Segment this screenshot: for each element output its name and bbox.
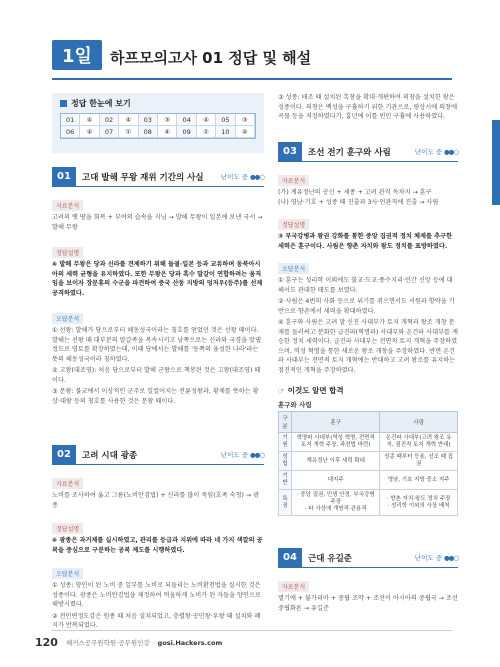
section-03-data: (가) 계유정난의 공신 + 세종 + 고려 관직 독차지 → 훈구 (나) 영남·기호 + 성종 때 진출과 3사·언관직에 진출 → 사림 <box>278 189 439 206</box>
table-row <box>279 452 458 471</box>
table-cell: · 향촌 자치·왕도 정치 주장 · 성리학 이외의 사상 배척 <box>380 490 458 516</box>
page-footer <box>35 636 222 649</box>
table-cell: 계유정난 이후 세력 확대 <box>292 452 380 471</box>
page-number: 120 <box>35 636 58 649</box>
section-02-continued <box>278 93 458 122</box>
section-03-wrong-1: ① 훈구는 성리학 이외에도 불교·도교·풍수지리·민간 신앙 등에 대해서도 관대한 태도를 보였다. <box>278 277 453 294</box>
table-cell: 영남, 기호 지방 중소 지주 <box>380 471 458 490</box>
answer-summary-title: 정답 한눈에 보기 <box>60 98 256 109</box>
difficulty-dots-icon: ●●○ <box>249 172 264 181</box>
section-02-wrong-1: ① 성종: 양인이 된 노비 중 일부를 노비로 되돌리는 노비환천법을 실시한 것은 성종이다. 광종은 노비안검법을 제정하여 억울하게 노비가 된 자들을 양인으로 해방시켰다. <box>52 582 261 608</box>
table-header-cell: 사림 <box>380 412 458 433</box>
section-01-header <box>52 167 264 187</box>
section-01-data: 고려의 옛 땅을 회복 + 부여의 습속을 지님 → 발해 무왕이 일본에 보낸 국서 → 발해 무왕 <box>52 214 263 231</box>
section-04-body <box>278 574 458 613</box>
table-row <box>279 471 458 490</box>
answer-question-number: 02 <box>100 114 119 126</box>
footer-divider <box>52 630 452 631</box>
table-cell: 혁명파 사대부(역성 혁명, 전면적 토지 개혁 주장, 과전법 마련) <box>292 433 380 452</box>
table-cell: 특징 <box>279 490 292 516</box>
answer-choice: ② <box>197 126 216 138</box>
table-cell: 성종 때부터 등용, 선조 때 집권 <box>380 452 458 471</box>
table-cell: 온건파 사대부(고려 왕조 유지, 점진적 토지 개혁 반대) <box>380 433 458 452</box>
section-number: 01 <box>52 167 76 187</box>
label-data-analysis: 자료분석 <box>52 478 83 489</box>
label-data-analysis: 자료분석 <box>278 581 309 592</box>
section-02-data: 노비를 조사하여 옳고 그름(노비안검법) + 신라를 많이 죽임(호족 숙청) → 광종 <box>52 492 260 509</box>
section-number: 02 <box>52 445 76 465</box>
table-cell: 성립 <box>279 452 292 471</box>
answer-question-number: 10 <box>216 126 235 138</box>
comparison-table <box>278 411 458 516</box>
section-03-header <box>278 142 458 162</box>
label-wrong: 오답분석 <box>278 263 309 274</box>
section-03-body <box>278 168 458 375</box>
difficulty-label: 난이도 중 <box>414 148 442 156</box>
answer-question-number: 09 <box>177 126 196 138</box>
square-bullet-icon <box>60 100 67 107</box>
section-04-header <box>278 548 458 568</box>
section-title: 조선 전기 훈구와 사림 <box>308 147 391 158</box>
table-cell: · 중앙 집권, 민생 안정, 부국강병 주장 · 타 사상에 개방적·관용적 <box>292 490 380 516</box>
day-badge: 1일 <box>52 40 102 70</box>
section-01-body <box>52 193 264 406</box>
table-row <box>279 433 458 452</box>
label-answer: 정답설명 <box>278 219 309 230</box>
answer-choice: ④ <box>80 126 99 138</box>
label-answer: 정답설명 <box>52 247 83 258</box>
section-03-answer: ③ 부국강병과 왕권 강화를 통한 중앙 집권적 정치 체제를 추구한 세력은 훈구이다. 사림은 향촌 자치와 왕도 정치를 표방하였다. <box>278 233 453 250</box>
answer-choice: ④ <box>197 114 216 126</box>
difficulty-label: 난이도 중 <box>220 173 248 181</box>
side-tab <box>492 120 500 205</box>
table-row <box>279 490 458 516</box>
table-header-row <box>279 412 458 433</box>
label-wrong: 오답분석 <box>52 313 83 324</box>
label-wrong: 오답분석 <box>52 568 83 579</box>
section-number: 04 <box>278 548 302 568</box>
section-02-body <box>52 471 264 631</box>
section-01-wrong-3: ③ 문왕: 불교에서 이상적인 군주로 일컬어지는 전륜성왕과, 황제를 뜻하는 황상·대왕 등의 칭호를 사용한 것은 문왕 때이다. <box>52 388 259 405</box>
section-04-data: 별기에 + 불가리아 + 중립 조약 + 조선이 아시아의 중립국 → 조선 중립화론 → 유길준 <box>278 595 458 612</box>
section-01-wrong-1: ① 선왕: 발해가 당으로부터 해동성국이라는 칭호를 얻었던 것은 선왕 때이다. 발해는 선왕 때 대부분의 말갈족을 복속시키고 남쪽으로는 신라와 국경을 맞댈 정도로 영토를 확장하였는데, 이때 당에서는 발해를 '동쪽의 융성한 나라'라는 뜻의 해동성국이라 칭하였다. <box>52 327 261 363</box>
section-title: 고대 발해 무왕 재위 기간의 사실 <box>82 172 204 183</box>
difficulty-label: 난이도 중 <box>220 451 248 459</box>
answer-question-number: 04 <box>177 114 196 126</box>
answer-choice: ① <box>119 126 138 138</box>
table-header-cell: 훈구 <box>292 412 380 433</box>
section-01-wrong-2: ② 고왕(대조영): 처음 당으로부터 발해 군왕으로 책봉된 것은 고왕(대조영) 때이다. <box>52 367 261 384</box>
answer-choice: ④ <box>119 114 138 126</box>
label-answer: 정답설명 <box>52 523 83 534</box>
extra-table-title: 훈구와 사림 <box>278 401 312 409</box>
difficulty-dots-icon: ●●○ <box>249 450 264 459</box>
answer-question-number: 05 <box>216 114 235 126</box>
table-cell: 기원 <box>279 433 292 452</box>
answer-choice: ④ <box>236 126 255 138</box>
table-header-cell: 구분 <box>279 412 292 433</box>
answer-choice: ③ <box>158 114 177 126</box>
extra-info-box <box>278 385 458 516</box>
label-data-analysis: 자료분석 <box>278 175 309 186</box>
answer-grid <box>60 113 256 139</box>
difficulty-label: 난이도 중 <box>414 554 442 562</box>
section-01-answer: ④ 발해 무왕은 당과 신라를 견제하기 위해 돌궐·일본 등과 교류하며 동북아시아의 세력 균형을 유지하였다. 또한 무왕은 당과 흑수 말갈이 연합하려는 움직임을 보이자 장문휴의 수군을 파견하여 중국 산동 지방의 덩저우(등주)를 선제 공격하였다. <box>52 261 263 297</box>
answer-choice: ③ <box>236 114 255 126</box>
page-header <box>0 0 500 90</box>
label-data-analysis: 자료분석 <box>52 200 83 211</box>
answer-question-number: 06 <box>61 126 80 138</box>
section-02-answer: ④ 광종은 과거제를 실시하였고, 관리를 등급과 지위에 따라 네 가지 색깔의 공복을 중심으로 구분하는 공복 제도를 시행하였다. <box>52 537 263 554</box>
section-title: 고려 시대 광종 <box>82 450 138 461</box>
section-title: 근대 유길준 <box>308 553 353 564</box>
pointer-icon: ☞ <box>278 386 285 395</box>
answer-question-number: 07 <box>100 126 119 138</box>
footer-url: gosi.Hackers.com <box>157 638 223 647</box>
footer-brand: 해커스공무원학원·공무원인강 <box>65 639 150 647</box>
answer-question-number: 03 <box>139 114 158 126</box>
table-cell: 대지주 <box>292 471 380 490</box>
section-02-wrong-2: ② 전민변정도감은 원종 때 처음 설치되었고, 충렬왕·공민왕·우왕 때 설치와 폐지가 반복되었다. <box>52 612 261 629</box>
table-cell: 기반 <box>279 471 292 490</box>
section-03-wrong-2: ② 사림은 4번의 사화 등으로 위기를 겪으면서도 서원과 향약을 기반으로 향촌에서 세력을 확대하였다. <box>278 298 455 315</box>
section-02-wrong-3: ③ 성종: 태조 때 설치된 흑창을 확대·개편하여 의창을 설치한 왕은 성종이다. 의창은 백성을 구휼하기 위한 기관으로, 평상시에 의창에 곡물 등을 저장하였다가, 흉년에 이를 빈민 구휼에 사용하였다. <box>278 94 458 120</box>
section-number: 03 <box>278 142 302 162</box>
answer-question-number: 01 <box>61 114 80 126</box>
section-02-header <box>52 445 264 465</box>
extra-info-title: ☞ 이것도 알면 합격 <box>278 386 344 395</box>
answer-choice: ④ <box>158 126 177 138</box>
answer-summary-box <box>52 93 264 153</box>
answer-choice: ④ <box>80 114 99 126</box>
difficulty-dots-icon: ●●○ <box>443 147 458 156</box>
answer-question-number: 08 <box>139 126 158 138</box>
section-03-wrong-3: ④ 훈구와 사림은 고려 말 신진 사대부가 토지 개혁과 왕조 개창 문제를 둘러싸고 분화한 급진파(혁명파) 사대부와 온건파 사대부를 계승한 정치 세력이다. 급진파 사대부는 전면적 토지 개혁을 주장하였으며, 역성 혁명을 통한 새로운 왕조 개창을 주장하였다. 반면 온건파 사대부는 전면적 토지 개혁에는 반대하고 고려 왕조를 유지하는 점진적인 개혁을 주장하였다. <box>278 319 458 374</box>
difficulty-dots-icon: ●●○ <box>443 553 458 562</box>
page-title: 하프모의고사 01 정답 및 해설 <box>110 49 312 67</box>
header-divider <box>52 78 452 80</box>
